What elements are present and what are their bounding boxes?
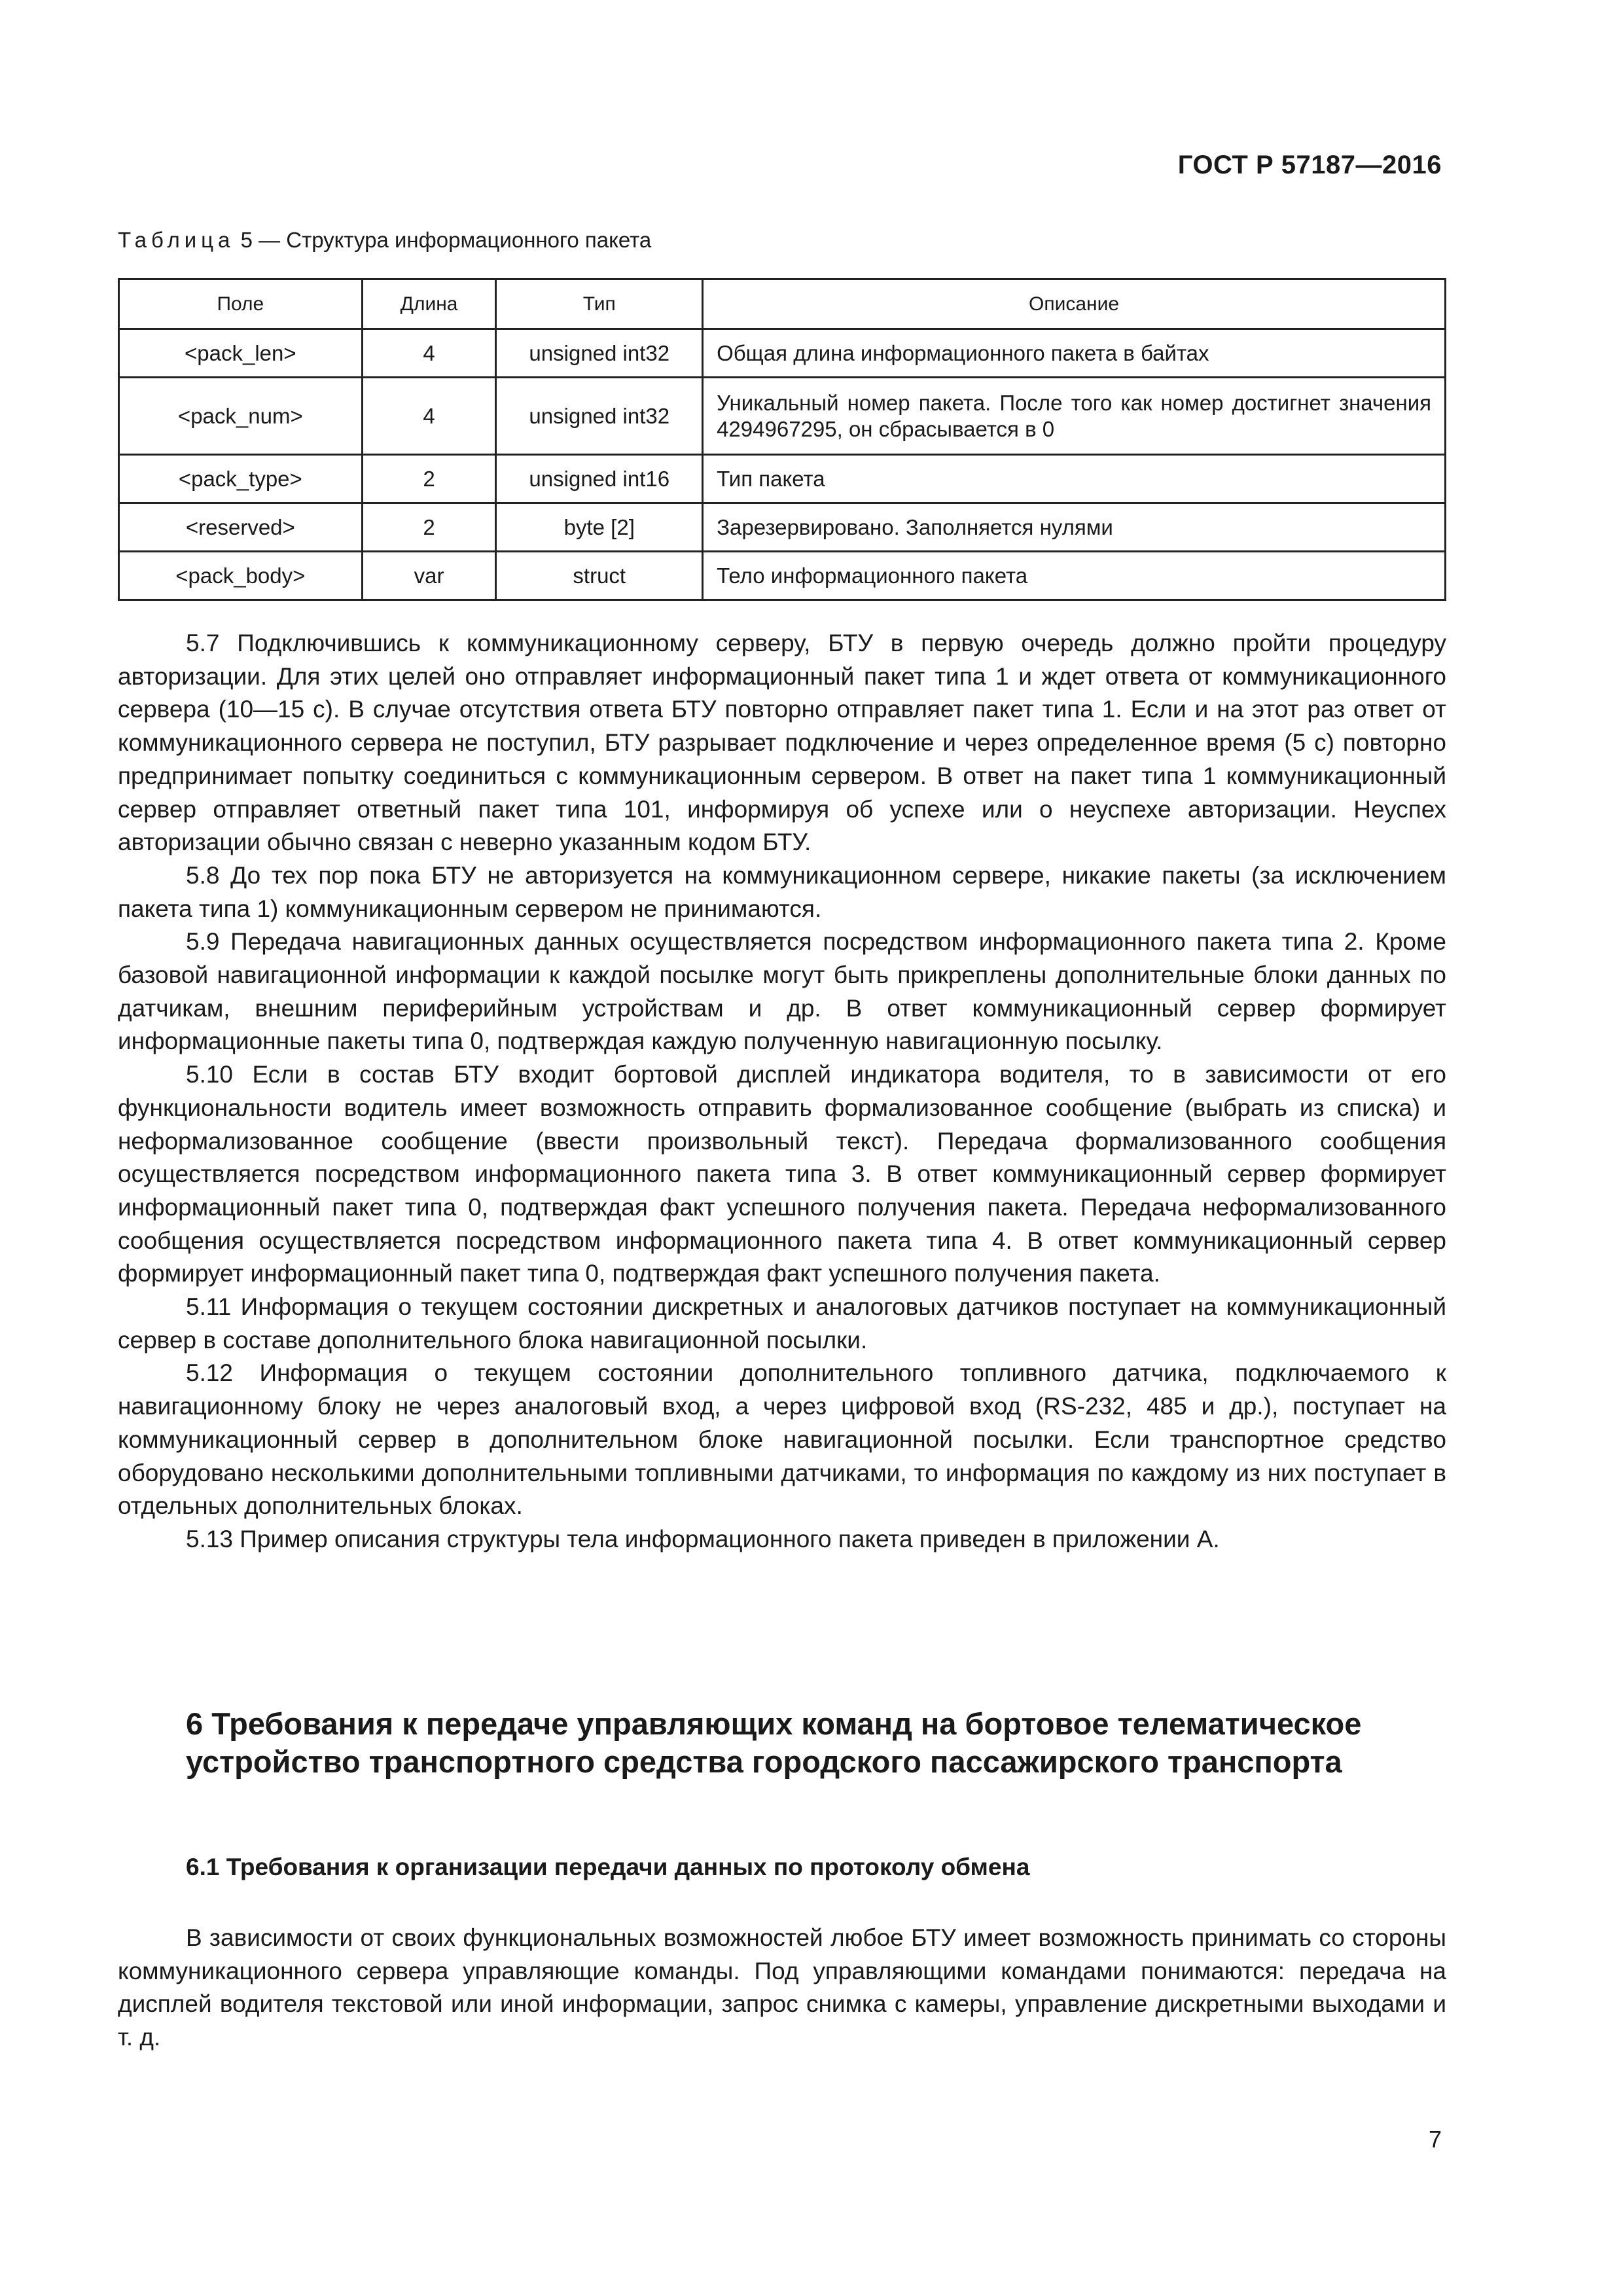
cell-description: Уникальный номер пакета. После того как номер достигнет значения 4294967295, он сбрасывается в 0 <box>703 378 1446 455</box>
page-number: 7 <box>1428 2126 1442 2153</box>
table-row <box>119 455 1446 503</box>
paragraph-5-13: 5.13 Пример описания структуры тела информационного пакета приведен в приложении А. <box>186 1525 1220 1552</box>
cell-field: <reserved> <box>119 503 363 552</box>
cell-field: <pack_num> <box>119 378 363 455</box>
cell-description: Общая длина информационного пакета в байтах <box>703 329 1446 378</box>
table-row <box>119 329 1446 378</box>
cell-type: byte [2] <box>496 503 703 552</box>
paragraph-5-7: 5.7 Подключившись к коммуникационному серверу, БТУ в первую очередь должно пройти процедуру авторизации. Для этих целей оно отправляет информационный пакет типа 1 и ждет ответа от коммуникационного сервера (10—15 с). В случае отсутствия ответа БТУ повторно отправляет пакет типа 1. Если и на этот раз ответ от коммуникационного сервера не поступил, БТУ разрывает подключение и через определенное время (5 с) повторно предпринимает попытку соединиться с коммуникационным сервером. В ответ на пакет типа 1 коммуникационный сервер отправляет ответный пакет типа 101, информируя об успехе или о неуспехе авторизации. Неуспех авторизации обычно связан с неверно указанным кодом БТУ. <box>118 630 1446 856</box>
clause-6-1-body <box>118 1922 1446 2054</box>
paragraph-6-1: В зависимости от своих функциональных возможностей любое БТУ имеет возможность принимать со стороны коммуникационного сервера управляющие команды. Под управляющими командами понимаются: передача на дисплей водителя текстовой или иной информации, запрос снимка с камеры, управление дискретными выходами и т. д. <box>118 1924 1446 2051</box>
cell-description: Тело информационного пакета <box>703 552 1446 600</box>
packet-structure-table <box>118 278 1446 601</box>
table-caption <box>118 228 651 253</box>
cell-type: unsigned int32 <box>496 329 703 378</box>
document-standard-number: ГОСТ Р 57187—2016 <box>1177 151 1442 179</box>
cell-length: 2 <box>362 503 496 552</box>
table-row <box>119 503 1446 552</box>
paragraph-5-12: 5.12 Информация о текущем состоянии дополнительного топливного датчика, подключаемого к навигационному блоку не через аналоговый вход, а через цифровой вход (RS-232, 485 и др.), поступает на коммуникационный сервер в дополнительном блоке навигационной посылки. Если транспортное средство оборудовано несколькими дополнительными топливными датчиками, то информация по каждому из них поступает в отдельных дополнительных блоках. <box>118 1359 1446 1520</box>
cell-field: <pack_len> <box>119 329 363 378</box>
header-type: Тип <box>496 279 703 329</box>
cell-field: <pack_type> <box>119 455 363 503</box>
cell-type: unsigned int32 <box>496 378 703 455</box>
clause-5-body <box>118 627 1446 1556</box>
cell-description: Зарезервировано. Заполняется нулями <box>703 503 1446 552</box>
table-caption-title: 5 — Структура информационного пакета <box>240 228 652 252</box>
table-caption-label: Таблица <box>118 228 235 252</box>
paragraph-5-9: 5.9 Передача навигационных данных осуществляется посредством информационного пакета типа 2. Кроме базовой навигационной информации к каждой посылке могут быть прикреплены дополнительные блоки данных по датчикам, внешним периферийным устройствам и др. В ответ коммуникационный сервер формирует информационные пакеты типа 0, подтверждая каждую полученную навигационную посылку. <box>118 928 1446 1055</box>
cell-field: <pack_body> <box>119 552 363 600</box>
cell-length: var <box>362 552 496 600</box>
section-6-title: 6 Требования к передаче управляющих команд на бортовое телематическое устройство транспортного средства городского пассажирского транспорта <box>186 1706 1362 1779</box>
table-row <box>119 378 1446 455</box>
header-description: Описание <box>703 279 1446 329</box>
subsection-6-1-title: 6.1 Требования к организации передачи данных по протоколу обмена <box>186 1854 1030 1880</box>
table-header-row <box>119 279 1446 329</box>
cell-description: Тип пакета <box>703 455 1446 503</box>
cell-length: 2 <box>362 455 496 503</box>
header-length: Длина <box>362 279 496 329</box>
table-row <box>119 552 1446 600</box>
cell-length: 4 <box>362 378 496 455</box>
header-field: Поле <box>119 279 363 329</box>
paragraph-5-11: 5.11 Информация о текущем состоянии дискретных и аналоговых датчиков поступает на коммуникационный сервер в составе дополнительного блока навигационной посылки. <box>118 1293 1446 1354</box>
paragraph-5-10: 5.10 Если в состав БТУ входит бортовой дисплей индикатора водителя, то в зависимости от его функциональности водитель имеет возможность отправить формализованное сообщение (выбрать из списка) и неформализованное сообщение (ввести произвольный текст). Передача формализованного сообщения осуществляется посредством информационного пакета типа 3. В ответ коммуникационный сервер формирует информационный пакет типа 0, подтверждая факт успешного получения пакета. Передача неформализованного сообщения осуществляется посредством информационного пакета типа 4. В ответ коммуникационный сервер формирует информационный пакет типа 0, подтверждая факт успешного получения пакета. <box>118 1061 1446 1287</box>
cell-type: struct <box>496 552 703 600</box>
cell-length: 4 <box>362 329 496 378</box>
cell-type: unsigned int16 <box>496 455 703 503</box>
paragraph-5-8: 5.8 До тех пор пока БТУ не авторизуется на коммуникационном сервере, никакие пакеты (за исключением пакета типа 1) коммуникационным сервером не принимаются. <box>118 861 1446 922</box>
